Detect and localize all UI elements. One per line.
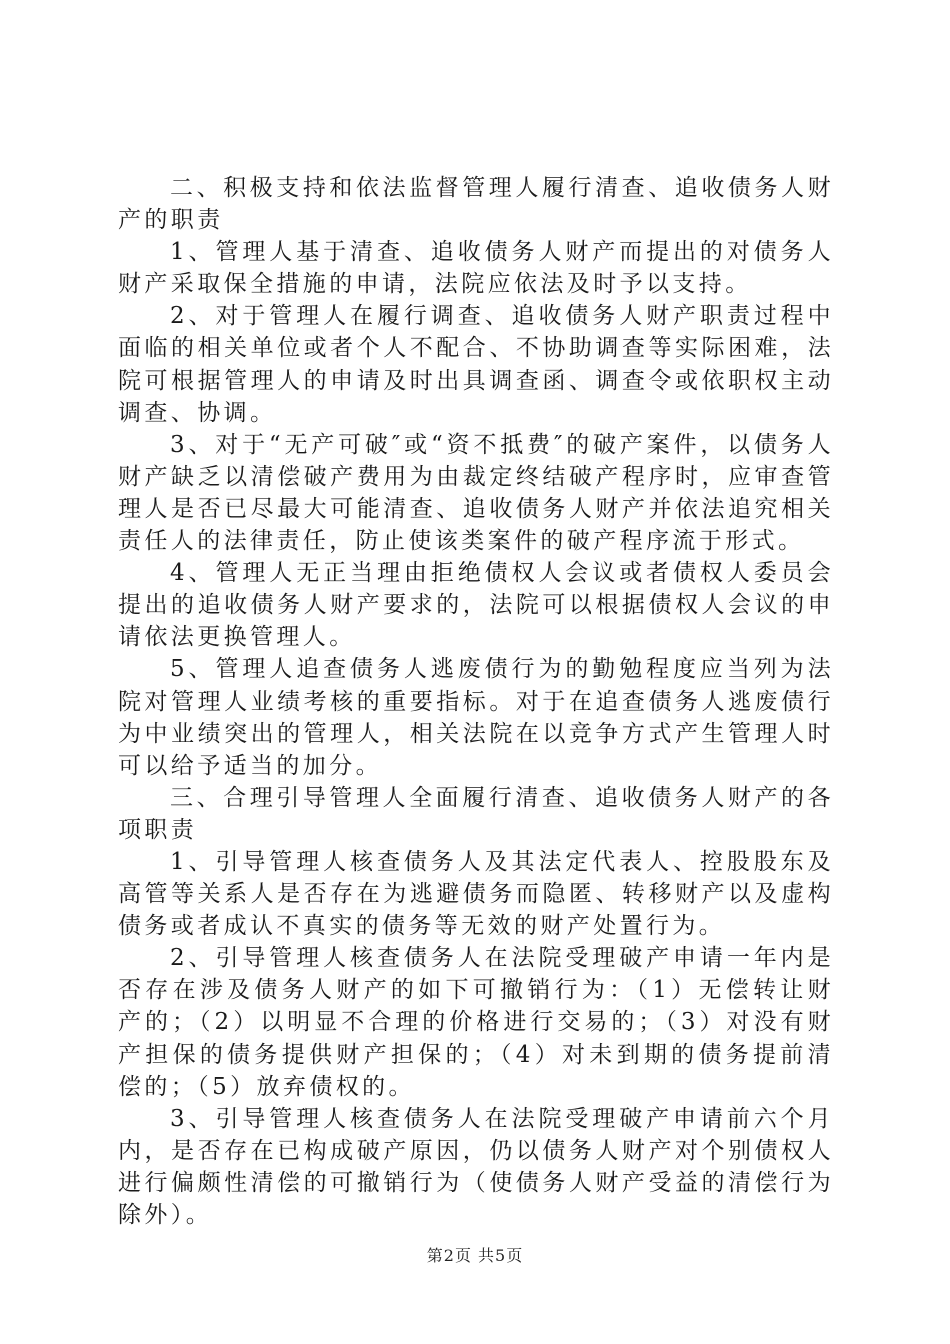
section-heading-2: 二、积极支持和依法监督管理人履行清查、追收债务人财产的职责	[118, 175, 834, 234]
paragraph-2-3: 3、对于“无产可破″或“资不抵费″的破产案件，以债务人财产缺乏以清偿破产费用为由裁定终结破产程序时，应审查管理人是否已尽最大可能清查、追收债务人财产并依法追究相关责任人的法律责任，防止使该类案件的破产程序流于形式。	[118, 431, 834, 555]
paragraph-2-4: 4、管理人无正当理由拒绝债权人会议或者债权人委员会提出的追收债务人财产要求的，法院可以根据债权人会议的申请依法更换管理人。	[118, 560, 834, 651]
paragraph-2-1: 1、管理人基于清查、追收债务人财产而提出的对债务人财产采取保全措施的申请，法院应依法及时予以支持。	[118, 239, 834, 298]
paragraph-3-3: 3、引导管理人核查债务人在法院受理破产申请前六个月内，是否存在已构成破产原因，仍以债务人财产对个别债权人进行偏颇性清偿的可撤销行为（使债务人财产受益的清偿行为除外）。	[118, 1105, 834, 1228]
paragraph-3-1: 1、引导管理人核查债务人及其法定代表人、控股股东及高管等关系人是否存在为逃避债务而隐匿、转移财产以及虚构债务或者成认不真实的债务等无效的财产处置行为。	[118, 848, 834, 940]
section-heading-3: 三、合理引导管理人全面履行清查、追收债务人财产的各项职责	[118, 784, 834, 843]
document-body	[118, 172, 834, 1231]
paragraph-2-2: 2、对于管理人在履行调查、追收债务人财产职责过程中面临的相关单位或者个人不配合、不协助调查等实际困难，法院可根据管理人的申请及时出具调查函、调查令或依职权主动调查、协调。	[118, 303, 834, 426]
paragraph-2-5: 5、管理人追查债务人逃废债行为的勤勉程度应当列为法院对管理人业绩考核的重要指标。对于在追查债务人逃废债行为中业绩突出的管理人，相关法院在以竞争方式产生管理人时可以给予适当的加分。	[118, 656, 834, 779]
paragraph-3-2: 2、引导管理人核查债务人在法院受理破产申请一年内是否存在涉及债务人财产的如下可撤销行为：（1）无偿转让财产的；（2）以明显不合理的价格进行交易的；（3）对没有财产担保的债务提供财产担保的；（4）对未到期的债务提前清偿的；（5）放弃债权的。	[118, 945, 834, 1100]
page-footer: 第2页 共5页	[426, 1246, 524, 1265]
